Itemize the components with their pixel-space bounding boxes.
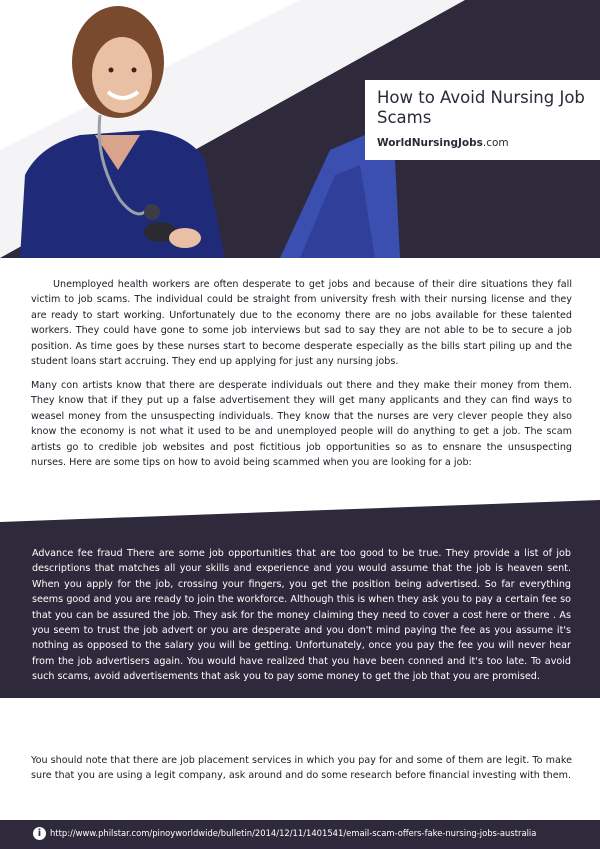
nurse-eye-left [109, 68, 114, 73]
info-icon: i [33, 827, 46, 840]
placement-services-paragraph: You should note that there are job placement services in which you pay for and some of them are legit. To make sure that you are using a legit company, ask around and do some research before financial investing with them. [31, 755, 572, 782]
con-artists-paragraph: Many con artists know that there are desperate individuals out there and they make their money from them. They know that if they put up a false advertisement they will get many applicants and they can find ways to weasel money from the unsuspecting individuals. They know that the nurses are very clever people they also know the economy is not what it used to be and unemployed people will do anything to get a job. The scam artists go to credible job websites and post fictitious job opportunities so as to ensnare the unsuspecting nurses. Here are some tips on how to avoid being scammed when you are looking for a job: [31, 380, 572, 469]
nurse-face [92, 37, 152, 113]
nurse-eye-right [132, 68, 137, 73]
advance-fee-paragraph: Advance fee fraud There are some job opportunities that are too good to be true. They provide a list of job descriptions that matches all your skills and experience and you would assume that the job is heaven sent. When you apply for the job, crossing your fingers, you get the position being advertised. So far everything seems good and you are ready to join the workforce. Although this is when they ask you to pay a certain fee so that you can be assured the job. They ask for the money claiming they need to cover a cost here or there . As you seem to trust the job advert or you are desperate and you don't mind paying the fee as you assume it's nothing as opposed to the salary you will be getting. Unfortunately, once you pay the fee you will never hear from the job advertisers again. You would have realized that you have been conned and it's too late. To avoid such scams, avoid advertisements that ask you to pay some money to get the job that you are promised. [32, 548, 571, 683]
nurse-hand [169, 228, 201, 248]
site-name-bold: WorldNursingJobs [377, 137, 483, 149]
page-title: How to Avoid Nursing Job Scams [377, 88, 585, 127]
site-name-suffix: .com [482, 137, 509, 149]
stethoscope-chestpiece [144, 204, 160, 220]
intro-paragraph: Unemployed health workers are often desperate to get jobs and because of their dire situations they fall victim to job scams. The individual could be straight from university fresh with their nursing license and they are ready to start working. Unfortunately due to the economy there are no jobs available for these talented workers. They could have gone to some job interviews but sad to say they are not able to be to secure a job position. As time goes by these nurses start to become desperate especially as the bills start piling up and the student loans start accruing. They end up applying for just any nursing jobs. [31, 279, 572, 368]
site-name[interactable] [377, 137, 509, 149]
source-link[interactable]: http://www.philstar.com/pinoyworldwide/bulletin/2014/12/11/1401541/email-scam-offers-fake-nursing-jobs-australia [50, 828, 537, 838]
